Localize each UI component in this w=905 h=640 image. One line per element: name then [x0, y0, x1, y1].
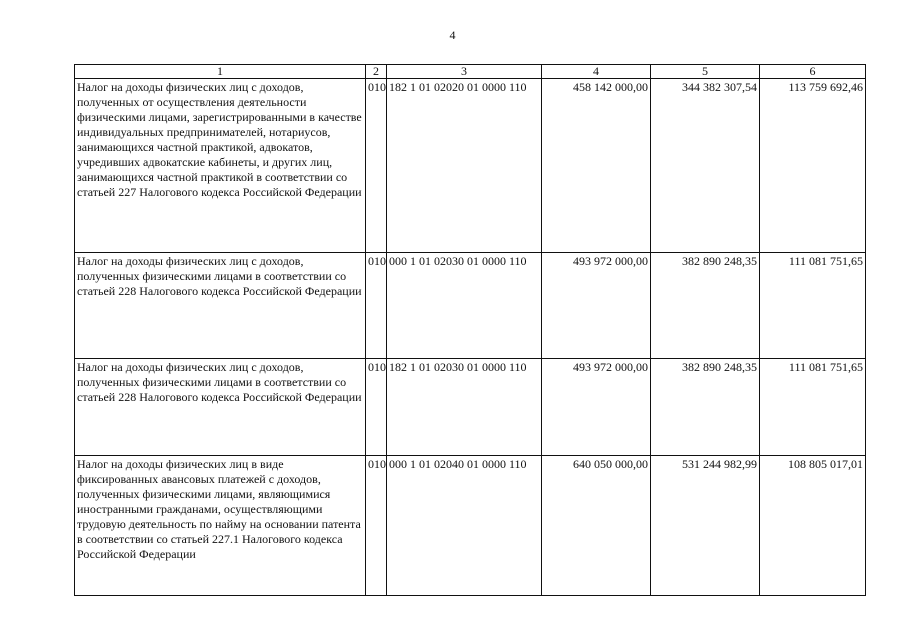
approved-amount-cell: 458 142 000,00	[542, 79, 651, 253]
column-header-1: 1	[75, 65, 366, 79]
budget-execution-table	[74, 64, 866, 596]
executed-amount-cell: 382 890 248,35	[651, 253, 760, 359]
budget-classification-code-cell: 182 1 01 02030 01 0000 110	[387, 359, 542, 456]
column-header-2: 2	[366, 65, 387, 79]
table-row	[75, 456, 866, 596]
table-row	[75, 79, 866, 253]
page-number: 4	[449, 28, 456, 42]
income-name-cell: Налог на доходы физических лиц в виде фиксированных авансовых платежей с доходов, полученных физическими лицами, являющимися иностранными гражданами, осуществляющими трудовую деятельность по найму на основании патента в соответствии со статьей 227.1 Налогового кодекса Российской Федерации	[75, 456, 366, 596]
line-code-cell: 010	[366, 253, 387, 359]
approved-amount-cell: 493 972 000,00	[542, 253, 651, 359]
line-code-cell: 010	[366, 456, 387, 596]
executed-amount-cell: 382 890 248,35	[651, 359, 760, 456]
column-header-6: 6	[760, 65, 866, 79]
approved-amount-cell: 493 972 000,00	[542, 359, 651, 456]
unexecuted-amount-cell: 111 081 751,65	[760, 253, 866, 359]
budget-classification-code-cell: 000 1 01 02030 01 0000 110	[387, 253, 542, 359]
table-row	[75, 253, 866, 359]
unexecuted-amount-cell: 108 805 017,01	[760, 456, 866, 596]
column-header-3: 3	[387, 65, 542, 79]
budget-classification-code-cell: 182 1 01 02020 01 0000 110	[387, 79, 542, 253]
income-name-cell: Налог на доходы физических лиц с доходов, полученных физическими лицами в соответствии со статьей 228 Налогового кодекса Российской Федерации	[75, 253, 366, 359]
unexecuted-amount-cell: 113 759 692,46	[760, 79, 866, 253]
executed-amount-cell: 344 382 307,54	[651, 79, 760, 253]
budget-classification-code-cell: 000 1 01 02040 01 0000 110	[387, 456, 542, 596]
line-code-cell: 010	[366, 79, 387, 253]
income-name-cell: Налог на доходы физических лиц с доходов, полученных физическими лицами в соответствии со статьей 228 Налогового кодекса Российской Федерации	[75, 359, 366, 456]
column-header-4: 4	[542, 65, 651, 79]
column-header-5: 5	[651, 65, 760, 79]
unexecuted-amount-cell: 111 081 751,65	[760, 359, 866, 456]
table-row	[75, 359, 866, 456]
approved-amount-cell: 640 050 000,00	[542, 456, 651, 596]
line-code-cell: 010	[366, 359, 387, 456]
executed-amount-cell: 531 244 982,99	[651, 456, 760, 596]
column-number-header-row	[75, 65, 866, 79]
income-name-cell: Налог на доходы физических лиц с доходов, полученных от осуществления деятельности физическими лицами, зарегистрированными в качестве индивидуальных предпринимателей, нотариусов, занимающихся частной практикой, адвокатов, учредивших адвокатские кабинеты, и других лиц, занимающихся частной практикой в соответствии со статьей 227 Налогового кодекса Российской Федерации	[75, 79, 366, 253]
